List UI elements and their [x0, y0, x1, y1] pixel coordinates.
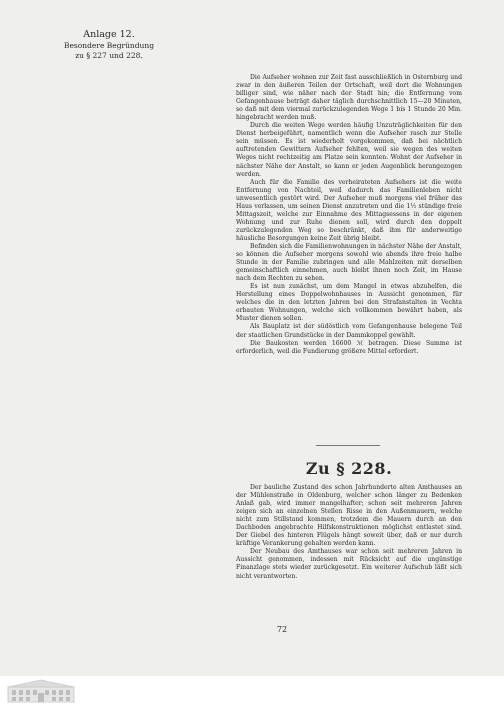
building-facade-icon: [4, 678, 78, 704]
body-paragraph: Als Bauplatz ist der südöstlich vom Gefangenhause belegene Teil der staatlichen Grundstücke in der Dammkoppel gewählt.: [236, 323, 462, 339]
section-paragraph: Der Neubau des Amthauses war schon seit mehreren Jahren in Aussicht genommen, indessen mit Rücksicht auf die ungünstige Finanzlage stets wieder zurückgesetzt. Ein weiterer Aufschub läßt sich nicht verantworten.: [236, 548, 462, 580]
margin-note-line-1: Besondere Begründung: [63, 40, 155, 50]
margin-note: [54, 30, 164, 62]
body-paragraph: Durch die weiten Wege werden häufig Unzuträglichkeiten für den Dienst herbeigeführt, namentlich wenn die Aufseher rasch zur Stelle sein müssen. Es ist wiederholt vorgekommen, daß bei nächtlich auftretenden Gewittern Aufseher fehlten, weil sie wegen des weiten Weges nicht rechtzeitig am Platze sein konnten. Wohnt der Aufseher in nächster Nähe der Anstalt, so kann er jeden Augenblick herangezogen werden.: [236, 122, 462, 178]
body-paragraph: Es ist nun zunächst, um dem Mangel in etwas abzuhelfen, die Herstellung eines Doppelwohnhauses in Aussicht genommen, für welches die in den letzten Jahren bei den Strafanstalten in Vechta erbauten Wohnungen, welche sich vollkommen bewährt haben, als Muster dienen sollen.: [236, 283, 462, 323]
section-text-column: [236, 484, 462, 581]
section-divider: [316, 445, 380, 446]
body-paragraph: Auch für die Familie des verheirateten Aufsehers ist die weite Entfernung von Nachteil, weil dadurch das Familienleben nicht unwesentlich gestört wird. Der Aufseher muß morgens viel früher das Haus verlassen, um seinen Dienst anzutreten und die 1½ stündige freie Mittagszeit, welche zur Einnahme des Mittagsessens in der eigenen Wohnung und zur Ruhe dienen soll, wird durch den doppelt zurückzulegenden Weg so beschränkt, daß ihm für anderweitige häusliche Besorgungen keine Zeit übrig bleibt.: [236, 178, 462, 242]
margin-note-line-2: zu § 227 und 228.: [75, 51, 143, 60]
main-text-column: [236, 74, 462, 356]
page-number: 72: [276, 625, 288, 634]
margin-note-title: Anlage 12.: [83, 29, 135, 40]
body-paragraph: Befinden sich die Familienwohnungen in nächster Nähe der Anstalt, so können die Aufseher morgens sowohl wie abends ihre freie halbe Stunde in der Familie zubringen und alle Mahlzeiten mit derselben gemeinschaftlich einnehmen, auch bleibt ihnen noch Zeit, im Hause nach dem Rechten zu sehen.: [236, 242, 462, 283]
body-paragraph: Die Aufseher wohnen zur Zeit fast ausschließlich in Osternburg und zwar in den äußeren Teilen der Ortschaft, weil dort die Wohnungen billiger sind, wie näher nach der Stadt hin; die Entfernung vom Gefangenhause beträgt daher täglich durchschnittlich 15—20 Minuten, so daß mit dem viermal zurückzulegenden Wege 1 bis 1 Stunde 20 Min. hingebracht werden muß.: [236, 74, 462, 122]
body-paragraph: Die Baukosten werden 16600 ℳ betragen. Diese Summe ist erforderlich, weil die Fundierung größere Mittel erfordert.: [236, 339, 462, 355]
section-paragraph: Der bauliche Zustand des schon Jahrhunderte alten Amthauses an der Mühlenstraße in Oldenburg, welcher schon länger zu Bedenken Anlaß gab, wird immer mangelhafter; schon seit mehreren Jahren zeigen sich an einzelnen Stellen Risse in den Außenmauern, welche nicht zum Stillstand kommen, trotzdem die Mauern durch an den Dachboden angebrachte Hilfskonstruktionen möglichst entlastet sind. Der Giebel des hinteren Flügels hängt soweit über, daß er nur durch kräftige Verankerung gehalten werden kann.: [236, 484, 462, 548]
section-heading: Zu § 228.: [305, 459, 393, 478]
